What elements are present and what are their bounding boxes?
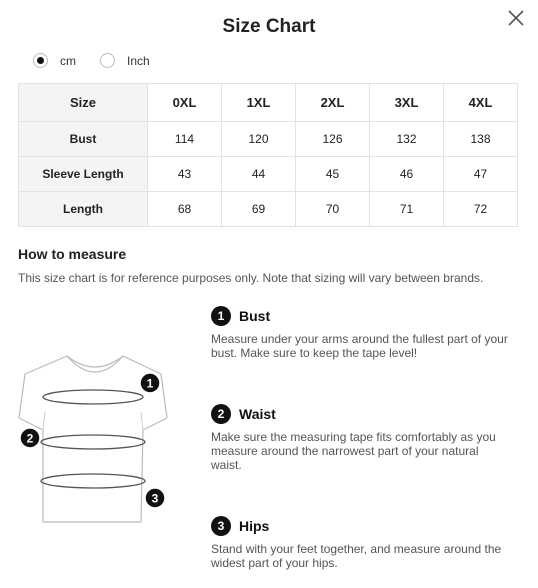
table-cell: 45	[296, 157, 370, 192]
table-row	[19, 157, 518, 192]
table-cell: 43	[148, 157, 222, 192]
table-row	[19, 192, 518, 227]
how-to-measure-title: How to measure	[18, 246, 127, 262]
size-header: 0XL	[148, 84, 222, 122]
step-description: Measure under your arms around the fullest part of your bust. Make sure to keep the tape level!	[211, 332, 508, 360]
unit-selector	[33, 53, 174, 68]
diagram-marker-2	[20, 428, 40, 448]
row-label: Bust	[19, 122, 148, 157]
unit-option-cm[interactable]	[33, 53, 76, 68]
table-cell: 72	[444, 192, 518, 227]
size-header: 3XL	[370, 84, 444, 122]
table-cell: 70	[296, 192, 370, 227]
step-hips	[211, 516, 511, 570]
size-table	[18, 83, 518, 227]
table-cell: 138	[444, 122, 518, 157]
table-cell: 126	[296, 122, 370, 157]
table-header-row	[19, 84, 518, 122]
table-row	[19, 122, 518, 157]
row-label: Sleeve Length	[19, 157, 148, 192]
unit-label-inch: Inch	[127, 53, 150, 68]
svg-text:1: 1	[146, 376, 154, 391]
table-cell: 69	[222, 192, 296, 227]
diagram-marker-1	[140, 373, 160, 393]
size-header: 1XL	[222, 84, 296, 122]
step-title: Bust	[239, 308, 271, 324]
svg-text:2: 2	[26, 431, 34, 446]
table-cell: 44	[222, 157, 296, 192]
table-cell: 71	[370, 192, 444, 227]
radio-cm[interactable]	[33, 53, 48, 68]
reference-note: This size chart is for reference purposes only. Note that sizing will vary between brands.	[18, 271, 484, 285]
table-cell: 68	[148, 192, 222, 227]
step-number-badge: 1	[211, 306, 231, 326]
table-cell: 114	[148, 122, 222, 157]
radio-inch[interactable]	[100, 53, 115, 68]
table-cell: 47	[444, 157, 518, 192]
unit-option-inch[interactable]	[100, 53, 150, 68]
tshirt-illustration	[15, 348, 175, 528]
unit-label-cm: cm	[60, 53, 76, 68]
table-corner-header: Size	[19, 84, 148, 122]
step-description: Make sure the measuring tape fits comfortably as you measure around the narrowest part of your natural waist.	[211, 430, 496, 472]
table-cell: 120	[222, 122, 296, 157]
close-icon[interactable]	[506, 8, 526, 28]
page-title: Size Chart	[222, 16, 316, 37]
svg-text:3: 3	[151, 491, 159, 506]
diagram-marker-3	[145, 488, 165, 508]
step-waist	[211, 404, 511, 472]
size-header: 4XL	[444, 84, 518, 122]
step-description: Stand with your feet together, and measure around the widest part of your hips.	[211, 542, 502, 570]
row-label: Length	[19, 192, 148, 227]
step-bust	[211, 306, 511, 360]
table-cell: 46	[370, 157, 444, 192]
step-title: Waist	[239, 406, 276, 422]
step-number-badge: 2	[211, 404, 231, 424]
size-header: 2XL	[296, 84, 370, 122]
step-number-badge: 3	[211, 516, 231, 536]
step-title: Hips	[239, 518, 270, 534]
table-cell: 132	[370, 122, 444, 157]
